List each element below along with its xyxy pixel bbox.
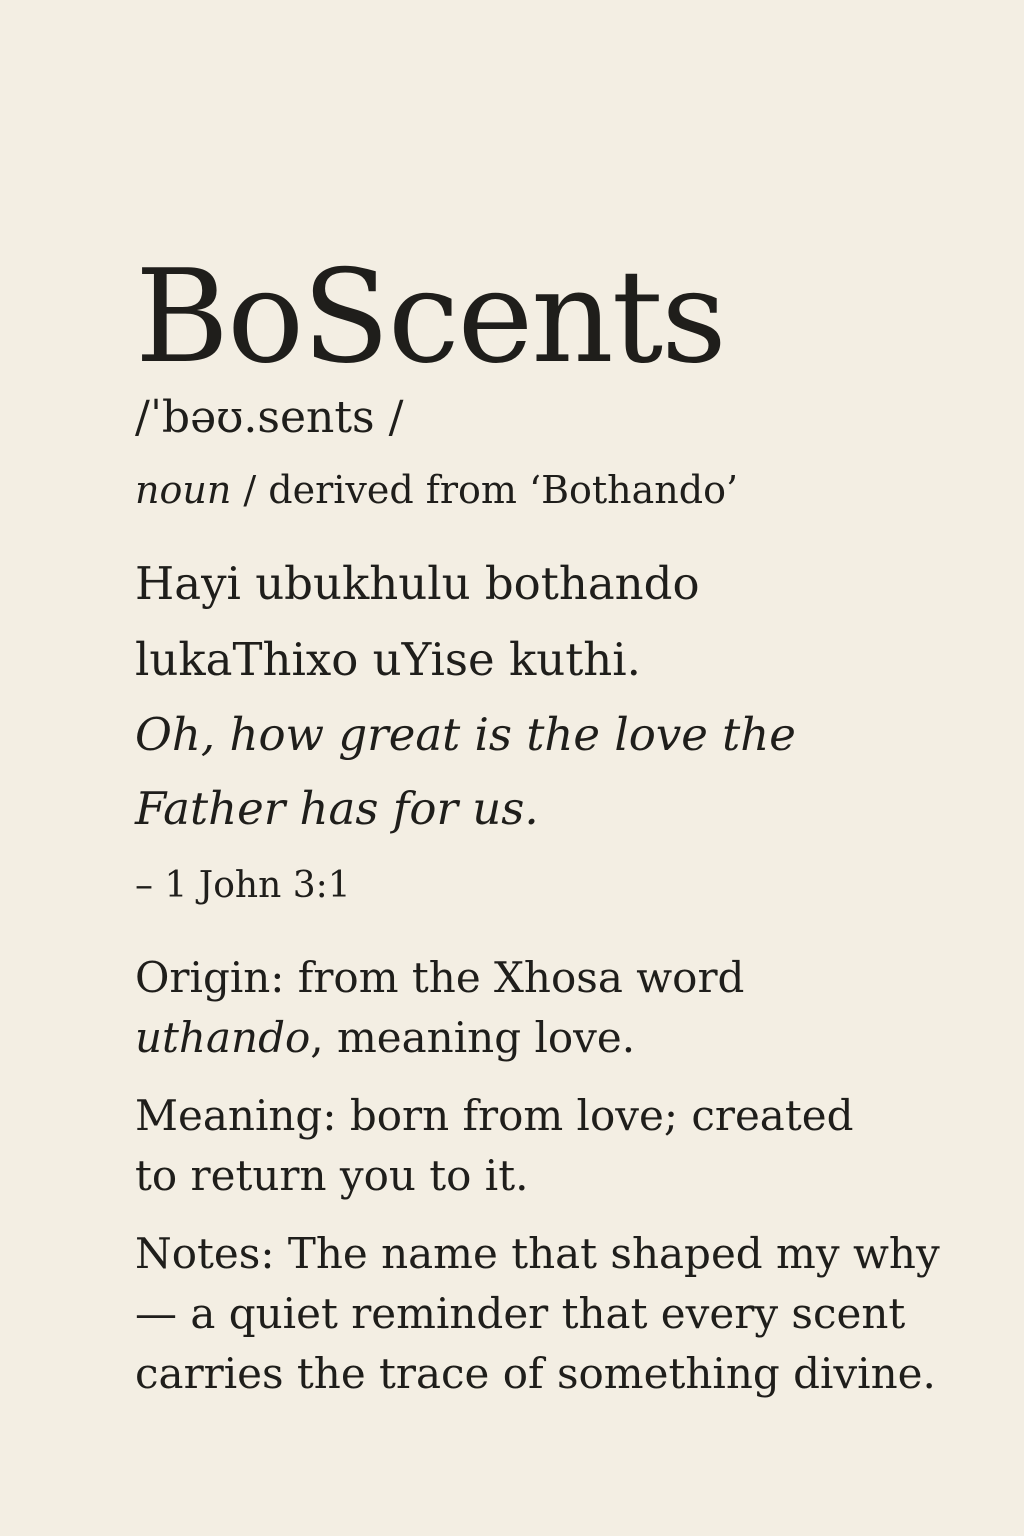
verse-english-line-2: Father has for us. — [135, 782, 539, 835]
meaning-line-1: Meaning: born from love; created — [135, 1091, 854, 1140]
origin-line-2 — [135, 1008, 975, 1068]
verse-english-line-1: Oh, how great is the love the — [135, 708, 796, 761]
meaning-line-2: to return you to it. — [135, 1151, 529, 1200]
part-of-speech-line — [135, 464, 975, 516]
headword: BoScents — [135, 243, 725, 392]
notes-line-1: Notes: The name that shaped my why — [135, 1229, 940, 1278]
definition-card — [135, 243, 975, 1404]
notes-section — [135, 1224, 975, 1404]
notes-line-2: — a quiet reminder that every scent — [135, 1289, 906, 1338]
origin-line-1: Origin: from the Xhosa word — [135, 953, 745, 1002]
verse-xhosa-line-2: lukaThixo uYise kuthi. — [135, 633, 641, 686]
verse-reference: – 1 John 3:1 — [135, 865, 351, 906]
pronunciation: /ˈbəʊ.sents / — [135, 392, 404, 443]
part-of-speech: noun — [135, 468, 232, 512]
derivation: / derived from ‘Bothando’ — [231, 468, 739, 512]
notes-line-3: carries the trace of something divine. — [135, 1349, 936, 1398]
origin-rest: , meaning love. — [310, 1013, 636, 1062]
verse-xhosa-line-1: Hayi ubukhulu bothando — [135, 557, 700, 610]
meaning-section — [135, 1086, 975, 1206]
origin-term: uthando — [135, 1013, 311, 1062]
verse-block — [135, 546, 975, 846]
origin-section — [135, 948, 975, 1068]
